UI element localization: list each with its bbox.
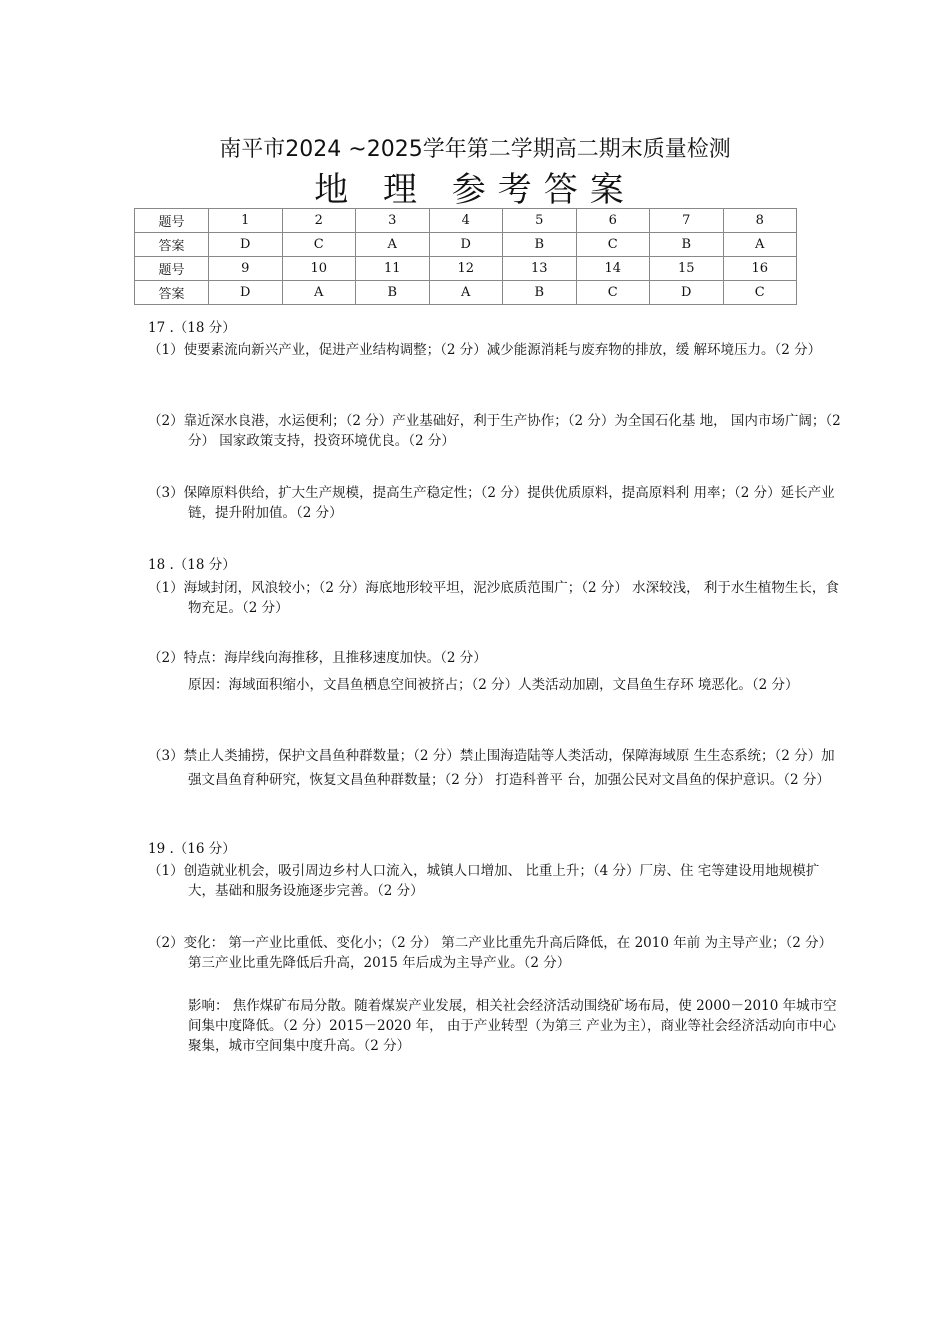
table-cell: C	[723, 281, 797, 305]
table-row	[135, 281, 797, 305]
q19-header: 19 .（16 分）	[148, 841, 236, 857]
table-row	[135, 233, 797, 257]
table-cell: 14	[576, 257, 650, 281]
q18-header: 18 .（18 分）	[148, 557, 236, 573]
table-cell: C	[576, 281, 650, 305]
table-cell: A	[282, 281, 356, 305]
row-label: 题号	[135, 209, 209, 233]
table-cell: A	[429, 281, 503, 305]
q18-part2-feature: （2）特点：海岸线向海推移，且推移速度加快。（2 分）	[148, 650, 487, 666]
table-row	[135, 209, 797, 233]
row-label: 答案	[135, 233, 209, 257]
table-cell: 16	[723, 257, 797, 281]
table-cell: 8	[723, 209, 797, 233]
table-cell: D	[209, 281, 283, 305]
table-cell: 9	[209, 257, 283, 281]
table-cell: 1	[209, 209, 283, 233]
q19-part2-change: （2）变化： 第一产业比重低、变化小；（2 分） 第二产业比重先升高后降低，在 2010 年前 为主导产业；（2 分）第三产业比重先降低后升高，2015 年后成为主导产业。（2 分）	[148, 935, 833, 971]
q17-header: 17 .（18 分）	[148, 320, 236, 336]
q17-part1: （1）使要素流向新兴产业，促进产业结构调整；（2 分）减少能源消耗与废弃物的排放，缓 解环境压力。（2 分）	[148, 342, 822, 358]
q17-part3: （3）保障原料供给，扩大生产规模，提高生产稳定性；（2 分）提供优质原料，提高原料利 用率；（2 分）延长产业链，提升附加值。（2 分）	[148, 485, 835, 521]
table-cell: 4	[429, 209, 503, 233]
table-cell: 3	[356, 209, 430, 233]
table-cell: 15	[650, 257, 724, 281]
row-label: 题号	[135, 257, 209, 281]
doc-subtitle: 地 理 参考答案	[314, 170, 636, 210]
table-cell: 5	[503, 209, 577, 233]
q17-part2: （2）靠近深水良港，水运便利；（2 分）产业基础好，利于生产协作；（2 分）为全国石化基 地， 国内市场广阔；（2 分） 国家政策支持，投资环境优良。（2 分）	[148, 413, 841, 449]
exam-title: 南平市2024 ~2025学年第二学期高二期末质量检测	[219, 137, 731, 162]
q18-part1: （1）海域封闭，风浪较小；（2 分）海底地形较平坦，泥沙底质范围广；（2 分） 水深较浅， 利于水生植物生长，食物充足。（2 分）	[148, 580, 839, 616]
q19-part2-impact: 影响： 焦作煤矿布局分散。随着煤炭产业发展，相关社会经济活动围绕矿场布局，使 2000－2010 年城市空间集中度降低。（2 分）2015－2020 年， 由于产业转型（为第三 产业为主），商业等社会经济活动向市中心聚集，城市空间集中度升高。（2 分）	[188, 998, 837, 1054]
table-cell: 6	[576, 209, 650, 233]
table-cell: 7	[650, 209, 724, 233]
table-cell: C	[282, 233, 356, 257]
answer-table	[134, 208, 797, 305]
table-cell: A	[356, 233, 430, 257]
q18-part2-reason: 原因：海域面积缩小，文昌鱼栖息空间被挤占；（2 分）人类活动加剧，文昌鱼生存环 境恶化。（2 分）	[188, 677, 799, 693]
table-cell: 11	[356, 257, 430, 281]
table-row	[135, 257, 797, 281]
q19-part1: （1）创造就业机会，吸引周边乡村人口流入，城镇人口增加、 比重上升；（4 分）厂房、住 宅等建设用地规模扩大，基础和服务设施逐步完善。（2 分）	[148, 863, 820, 899]
table-cell: D	[209, 233, 283, 257]
table-cell: 10	[282, 257, 356, 281]
table-cell: A	[723, 233, 797, 257]
table-cell: C	[576, 233, 650, 257]
row-label: 答案	[135, 281, 209, 305]
table-cell: 13	[503, 257, 577, 281]
table-cell: B	[503, 233, 577, 257]
q18-part3: （3）禁止人类捕捞，保护文昌鱼种群数量；（2 分）禁止围海造陆等人类活动，保障海域原 生生态系统；（2 分）加强文昌鱼育种研究，恢复文昌鱼种群数量；（2 分） 打造科普平 台，加强公民对文昌鱼的保护意识。（2 分）	[148, 748, 835, 788]
table-cell: D	[650, 281, 724, 305]
table-cell: D	[429, 233, 503, 257]
table-cell: B	[650, 233, 724, 257]
table-cell: B	[503, 281, 577, 305]
table-cell: 12	[429, 257, 503, 281]
table-cell: 2	[282, 209, 356, 233]
table-cell: B	[356, 281, 430, 305]
